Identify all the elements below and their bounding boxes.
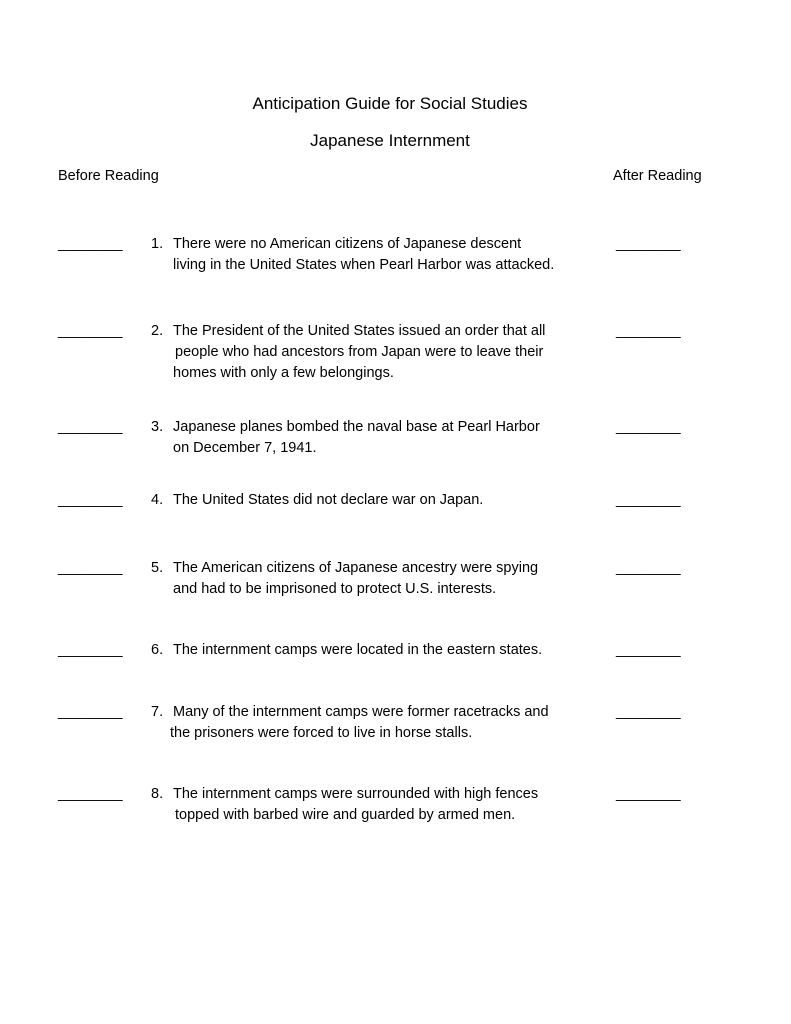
statement-text — [173, 640, 603, 661]
after-answer-blank[interactable]: ________ — [616, 492, 681, 508]
statement-line: The American citizens of Japanese ancestry were spying — [173, 560, 539, 576]
statement-text — [173, 784, 603, 826]
page-subtitle: Japanese Internment — [310, 131, 470, 150]
after-reading-heading: After Reading — [613, 168, 702, 184]
statement-line: There were no American citizens of Japanese descent — [173, 236, 522, 252]
after-answer-blank[interactable]: ________ — [616, 419, 681, 435]
statement-number: 1. — [151, 236, 164, 252]
statement-line: The internment camps were located in the eastern states. — [173, 642, 543, 658]
statement-line: the prisoners were forced to live in horse stalls. — [170, 725, 473, 741]
after-answer-blank[interactable]: ________ — [616, 642, 681, 658]
statement-text — [173, 558, 603, 600]
before-answer-blank[interactable]: ________ — [58, 323, 123, 339]
before-reading-heading: Before Reading — [58, 168, 159, 184]
statement-line: and had to be imprisoned to protect U.S. interests. — [173, 581, 497, 597]
before-answer-blank[interactable]: ________ — [58, 642, 123, 658]
statement-number: 4. — [151, 492, 164, 508]
statement-text — [173, 417, 603, 459]
statement-number: 6. — [151, 642, 164, 658]
statement-text — [170, 702, 603, 744]
statement-line: Japanese planes bombed the naval base at Pearl Harbor — [173, 419, 540, 435]
statement-line: topped with barbed wire and guarded by armed men. — [175, 807, 516, 823]
statement-line: The United States did not declare war on Japan. — [173, 492, 484, 508]
before-answer-blank[interactable]: ________ — [58, 236, 123, 252]
statement-text — [173, 490, 603, 511]
before-answer-blank[interactable]: ________ — [58, 786, 123, 802]
statement-line: on December 7, 1941. — [173, 440, 317, 456]
statement-line: Many of the internment camps were former racetracks and — [173, 704, 549, 720]
before-answer-blank[interactable]: ________ — [58, 419, 123, 435]
statement-number: 2. — [151, 323, 164, 339]
before-answer-blank[interactable]: ________ — [58, 704, 123, 720]
after-answer-blank[interactable]: ________ — [616, 704, 681, 720]
statement-text — [173, 234, 603, 276]
statement-number: 7. — [151, 704, 164, 720]
after-answer-blank[interactable]: ________ — [616, 236, 681, 252]
statement-number: 8. — [151, 786, 164, 802]
after-answer-blank[interactable]: ________ — [616, 323, 681, 339]
statement-line: The internment camps were surrounded with high fences — [173, 786, 539, 802]
statement-text — [173, 321, 603, 384]
after-answer-blank[interactable]: ________ — [616, 560, 681, 576]
statement-line: people who had ancestors from Japan were to leave their — [175, 344, 544, 360]
statement-number: 3. — [151, 419, 164, 435]
page-title: Anticipation Guide for Social Studies — [252, 94, 528, 113]
statement-number: 5. — [151, 560, 164, 576]
before-answer-blank[interactable]: ________ — [58, 492, 123, 508]
statement-line: The President of the United States issued an order that all — [173, 323, 546, 339]
statement-line: living in the United States when Pearl Harbor was attacked. — [173, 257, 555, 273]
before-answer-blank[interactable]: ________ — [58, 560, 123, 576]
statement-line: homes with only a few belongings. — [173, 365, 394, 381]
after-answer-blank[interactable]: ________ — [616, 786, 681, 802]
